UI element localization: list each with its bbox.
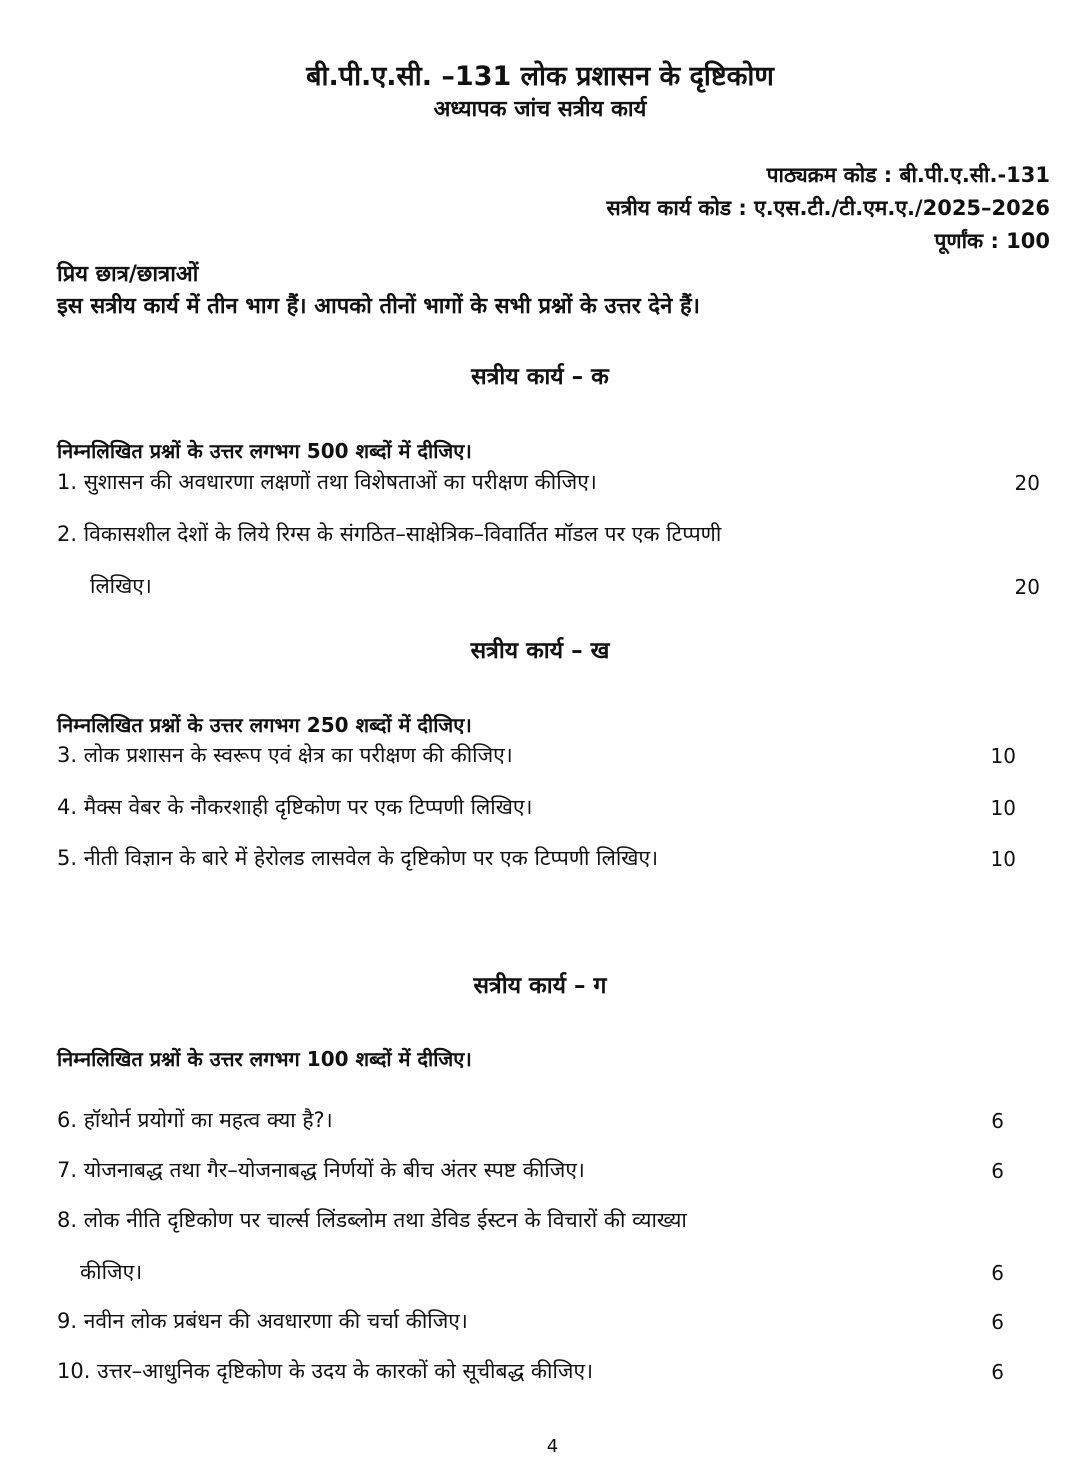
- marks-3: 10: [990, 744, 1016, 768]
- page-subtitle: अध्यापक जांच सत्रीय कार्य: [433, 97, 647, 122]
- question-8-continuation: कीजिए।: [80, 1260, 143, 1284]
- section-instruction-b: निम्नलिखित प्रश्नों के उत्तर लगभग 250 शब्दों में दीजिए।: [57, 713, 472, 737]
- section-heading-a: सत्रीय कार्य – क: [471, 364, 609, 390]
- section-heading-c: सत्रीय कार्य – ग: [473, 973, 607, 999]
- general-instruction: इस सत्रीय कार्य में तीन भाग हैं। आपको तीनों भागों के सभी प्रश्नों के उत्तर देने हैं।: [57, 294, 700, 319]
- marks-8: 6: [991, 1261, 1004, 1285]
- question-2-continuation: लिखिए।: [90, 574, 152, 598]
- question-8: 8. लोक नीति दृष्टिकोण पर चार्ल्स लिंडब्लोम तथा डेविड ईस्टन के विचारों की व्याख्या: [57, 1208, 687, 1232]
- question-2: 2. विकासशील देशों के लिये रिग्स के संगठित–साक्षेत्रिक–विवार्तित मॉडल पर एक टिप्पणी: [57, 522, 722, 546]
- section-heading-b: सत्रीय कार्य – ख: [470, 638, 610, 664]
- course-code: पाठ्यक्रम कोड : बी.पी.ए.सी.-131: [766, 163, 1050, 187]
- salutation: प्रिय छात्र/छात्राओं: [57, 262, 199, 287]
- marks-9: 6: [991, 1310, 1004, 1334]
- question-6: 6. हॉथोर्न प्रयोगों का महत्व क्या है?।: [57, 1108, 333, 1132]
- marks-5: 10: [990, 847, 1016, 871]
- question-5: 5. नीती विज्ञान के बारे में हेरोलड लासवेल के दृष्टिकोण पर एक टिप्पणी लिखिए।: [57, 846, 659, 870]
- marks-1: 20: [1014, 471, 1040, 495]
- marks-2: 20: [1014, 575, 1040, 599]
- marks-7: 6: [991, 1159, 1004, 1183]
- question-3: 3. लोक प्रशासन के स्वरूप एवं क्षेत्र का परीक्षण की कीजिए।: [57, 743, 513, 767]
- page-title: बी.पी.ए.सी. –131 लोक प्रशासन के दृष्टिकोण: [306, 61, 774, 92]
- question-10: 10. उत्तर–आधुनिक दृष्टिकोण के उदय के कारकों को सूचीबद्ध कीजिए।: [57, 1359, 594, 1383]
- section-instruction-c: निम्नलिखित प्रश्नों के उत्तर लगभग 100 शब्दों में दीजिए।: [57, 1047, 472, 1071]
- assignment-code: सत्रीय कार्य कोड : ए.एस.टी./टी.एम.ए./2025–2026: [606, 196, 1050, 220]
- section-instruction-a: निम्नलिखित प्रश्नों के उत्तर लगभग 500 शब्दों में दीजिए।: [57, 439, 472, 463]
- question-1: 1. सुशासन की अवधारणा लक्षणों तथा विशेषताओं का परीक्षण कीजिए।: [57, 470, 597, 494]
- page-number: 4: [546, 1436, 559, 1457]
- question-7: 7. योजनाबद्ध तथा गैर–योजनाबद्ध निर्णयों के बीच अंतर स्पष्ट कीजिए।: [57, 1158, 585, 1182]
- max-marks: पूर्णांक : 100: [934, 229, 1050, 253]
- question-9: 9. नवीन लोक प्रबंधन की अवधारणा की चर्चा कीजिए।: [57, 1309, 468, 1333]
- marks-4: 10: [990, 796, 1016, 820]
- marks-6: 6: [991, 1109, 1004, 1133]
- question-4: 4. मैक्स वेबर के नौकरशाही दृष्टिकोण पर एक टिप्पणी लिखिए।: [57, 795, 533, 819]
- marks-10: 6: [991, 1360, 1004, 1384]
